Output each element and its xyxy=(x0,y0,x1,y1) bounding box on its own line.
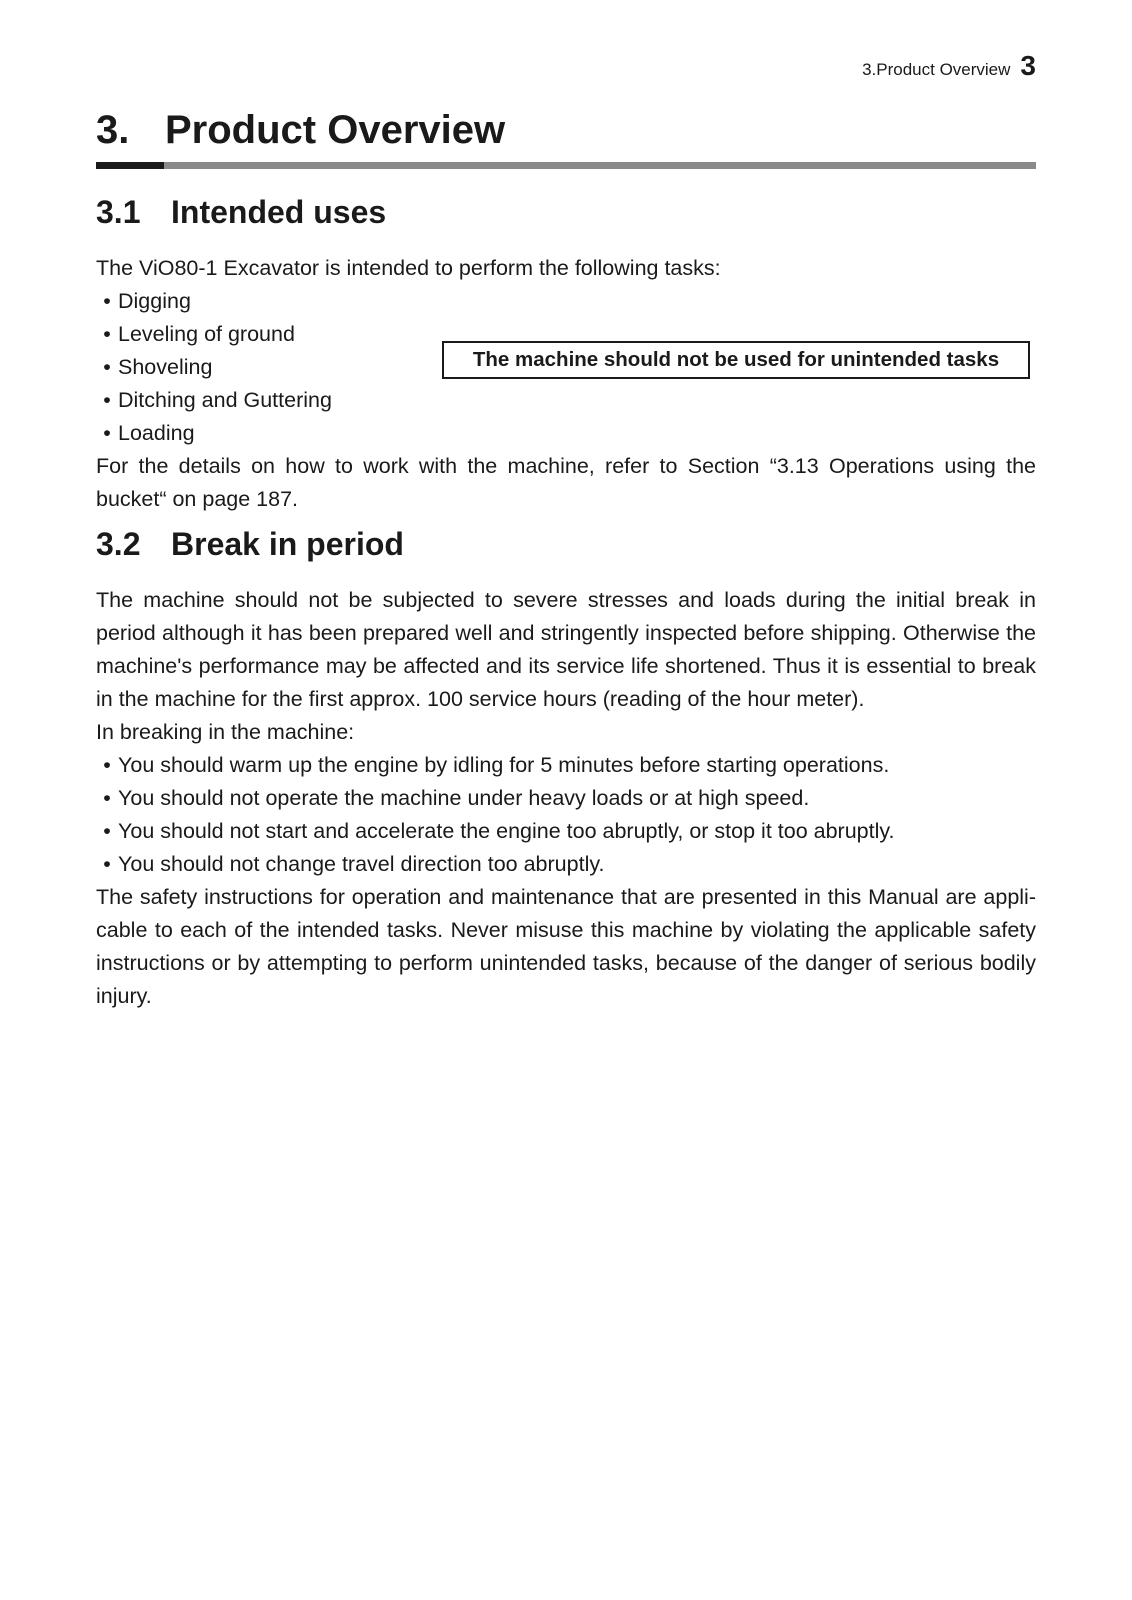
list-item: • Leveling of ground xyxy=(96,318,332,351)
list-item: • Ditching and Guttering xyxy=(96,384,332,417)
intended-uses-intro: The ViO80-1 Excavator is intended to perform the following tasks: xyxy=(96,256,721,280)
break-in-instructions-list xyxy=(96,749,895,881)
break-in-paragraph: The machine should not be subjected to severe stresses and loads during the initial break in period although it has been prepared well and stringently inspected before shipping. Otherwise the machine's performance may be affected and its service life shortened. Thus it is essential to break in the machine for the first approx. 100 service hours (reading of the hour meter). xyxy=(96,588,1036,711)
bullet-icon: • xyxy=(103,289,111,313)
list-item: • You should warm up the engine by idling for 5 minutes before starting operations. xyxy=(96,749,895,782)
list-item: • You should not start and accelerate the engine too abruptly, or stop it too abruptly. xyxy=(96,815,895,848)
bullet-icon: • xyxy=(103,388,111,412)
intended-tasks-list xyxy=(96,285,332,450)
chapter-rule xyxy=(96,162,1036,169)
chapter-rule-light-segment xyxy=(164,162,1036,169)
chapter-rule-dark-segment xyxy=(96,162,164,169)
section-title-text: Intended uses xyxy=(171,194,387,230)
section-title-intended-uses xyxy=(96,194,386,231)
safety-instructions-paragraph: The safety instructions for operation and maintenance that are presented in this Manual are appli-cable to each of the intended tasks. Never misuse this machine by violating the applicable safety instructions or by attempting to perform unintended tasks, because of the danger of serious bodily injury. xyxy=(96,885,1036,1008)
bullet-icon: • xyxy=(103,322,111,346)
bullet-icon: • xyxy=(103,852,111,876)
bullet-icon: • xyxy=(103,753,111,777)
section-title-text: Break in period xyxy=(171,526,404,562)
running-header xyxy=(862,50,1036,82)
bullet-icon: • xyxy=(103,421,111,445)
running-header-chapter-number: 3 xyxy=(1020,50,1036,81)
bullet-icon: • xyxy=(103,786,111,810)
list-item: • You should not operate the machine under heavy loads or at high speed. xyxy=(96,782,895,815)
section-number: 3.1 xyxy=(96,194,141,230)
section-number: 3.2 xyxy=(96,526,141,562)
running-header-title: 3.Product Overview xyxy=(862,60,1011,79)
notice-box: The machine should not be used for unintended tasks xyxy=(442,341,1030,379)
break-in-list-intro: In breaking in the machine: xyxy=(96,720,355,744)
bullet-icon: • xyxy=(103,355,111,379)
chapter-title-text: Product Overview xyxy=(165,108,506,152)
section-title-break-in-period xyxy=(96,526,404,563)
bullet-icon: • xyxy=(103,819,111,843)
section-reference-text: For the details on how to work with the machine, refer to Section “3.13 Operations using the bucket“ on page 187. xyxy=(96,454,1036,511)
list-item: • Shoveling xyxy=(96,351,332,384)
list-item: • You should not change travel direction too abruptly. xyxy=(96,848,895,881)
list-item: • Loading xyxy=(96,417,332,450)
list-item: • Digging xyxy=(96,285,332,318)
chapter-number: 3. xyxy=(96,108,130,152)
chapter-title xyxy=(96,108,505,153)
